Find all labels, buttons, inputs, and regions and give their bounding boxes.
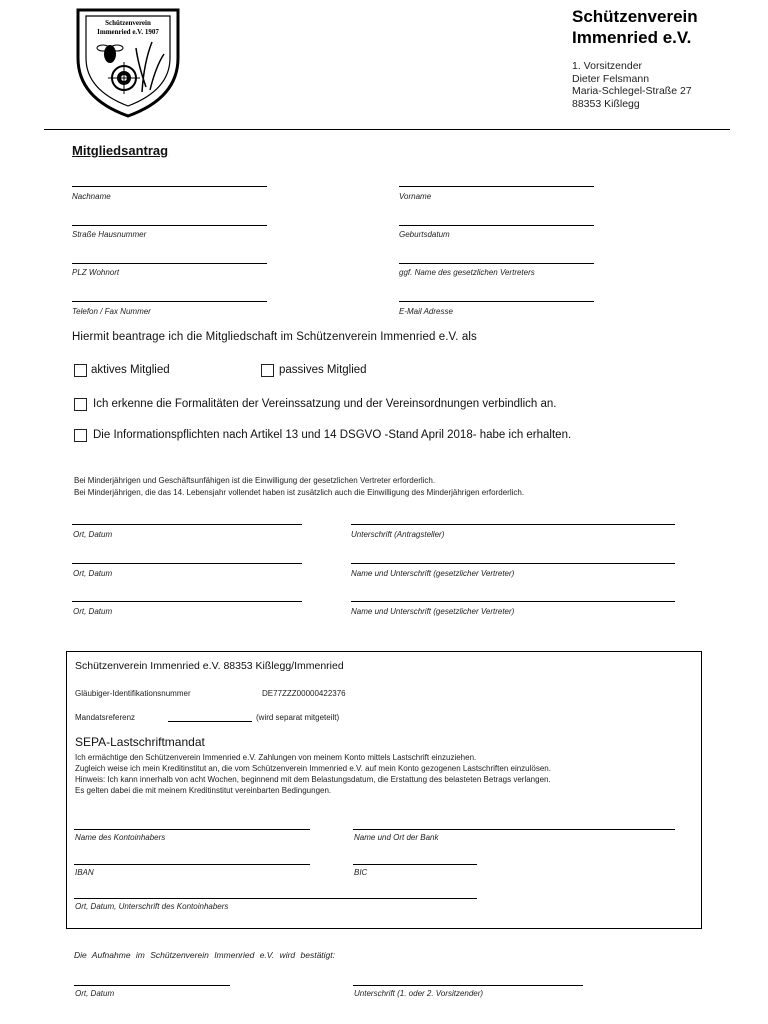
- membership-intro: Hiermit beantrage ich die Mitgliedschaft im Schützenverein Immenried e.V. als: [72, 331, 477, 343]
- vertreter-signature-line[interactable]: [351, 563, 675, 564]
- vorname-label: Vorname: [399, 192, 432, 201]
- header-divider: [44, 129, 730, 130]
- vertreter-signature-label: Name und Unterschrift (gesetzlicher Vertreter): [351, 607, 515, 616]
- bank-label: Name und Ort der Bank: [354, 833, 439, 842]
- nachname-field[interactable]: [72, 186, 267, 187]
- address-line: Dieter Felsmann: [572, 72, 650, 85]
- satzung-checkbox[interactable]: [74, 398, 87, 411]
- mandatsreferenz-field[interactable]: [168, 721, 252, 722]
- minor-note-1: Bei Minderjährigen und Geschäftsunfähigen ist die Einwilligung der gesetzlichen Vertreter erforderlich.: [74, 476, 436, 485]
- kontoinhaber-signature-field[interactable]: [74, 898, 477, 899]
- mandatsreferenz-note: (wird separat mitgeteilt): [256, 713, 340, 722]
- aktiv-label: aktives Mitglied: [91, 364, 170, 376]
- strasse-field[interactable]: [72, 225, 267, 226]
- satzung-label: Ich erkenne die Formalitäten der Vereinssatzung und der Vereinsordnungen verbindlich an.: [93, 398, 557, 410]
- vertreter-label: ggf. Name des gesetzlichen Vertreters: [399, 268, 535, 277]
- minor-note-2: Bei Minderjährigen, die das 14. Lebensjahr vollendet haben ist zusätzlich auch die Einwilligung des Minderjährigen erforderlich.: [74, 488, 525, 497]
- club-crest-logo: [72, 2, 184, 120]
- sepa-text-line: Zugleich weise ich mein Kreditinstitut an, die vom Schützenverein Immenried e.V. auf mein Konto gezogenen Lastschriften einzulösen.: [75, 764, 551, 773]
- telefon-field[interactable]: [72, 301, 267, 302]
- email-field[interactable]: [399, 301, 594, 302]
- antragsteller-signature-label: Unterschrift (Antragsteller): [351, 530, 445, 539]
- sepa-text-line: Es gelten dabei die mit meinem Kreditinstitut vereinbarten Bedingungen.: [75, 786, 332, 795]
- strasse-label: Straße Hausnummer: [72, 230, 147, 239]
- antragsteller-signature-line[interactable]: [351, 524, 675, 525]
- plz-wohnort-field[interactable]: [72, 263, 267, 264]
- dsgvo-label: Die Informationspflichten nach Artikel 13 und 14 DSGVO -Stand April 2018- habe ich erhalten.: [93, 429, 572, 441]
- geburtsdatum-label: Geburtsdatum: [399, 230, 450, 239]
- nachname-label: Nachname: [72, 192, 111, 201]
- sepa-text-line: Hinweis: Ich kann innerhalb von acht Wochen, beginnend mit dem Belastungsdatum, die Erstattung des belasteten Betrags verlangen.: [75, 775, 551, 784]
- ort-datum-line[interactable]: [72, 563, 302, 564]
- club-address: [572, 60, 692, 110]
- sepa-creditor-header: Schützenverein Immenried e.V. 88353 Kißlegg/Immenried: [75, 660, 344, 672]
- vorname-field[interactable]: [399, 186, 594, 187]
- club-name-line1: Schützenverein: [572, 7, 698, 26]
- confirmation-text: Die Aufnahme im Schützenverein Immenried e.V. wird bestätigt:: [74, 950, 335, 960]
- form-title: Mitgliedsantrag: [72, 143, 169, 158]
- club-name-line2: Immenried e.V.: [572, 28, 692, 47]
- plz-wohnort-label: PLZ Wohnort: [72, 268, 120, 277]
- iban-field[interactable]: [74, 864, 310, 865]
- email-label: E-Mail Adresse: [399, 307, 453, 316]
- confirmation-date-line[interactable]: [74, 985, 230, 986]
- passiv-checkbox[interactable]: [261, 364, 274, 377]
- ort-datum-line[interactable]: [72, 601, 302, 602]
- kontoinhaber-field[interactable]: [74, 829, 310, 830]
- ort-datum-label: Ort, Datum: [73, 607, 113, 616]
- address-line: Maria-Schlegel-Straße 27: [572, 85, 692, 97]
- club-name: [572, 6, 698, 48]
- svg-text:Schützenverein: Schützenverein: [105, 19, 151, 27]
- glaeubiger-label: Gläubiger-Identifikationsnummer: [75, 689, 191, 698]
- mandatsreferenz-label: Mandatsreferenz: [75, 713, 136, 722]
- dsgvo-checkbox[interactable]: [74, 429, 87, 442]
- vertreter-signature-label: Name und Unterschrift (gesetzlicher Vertreter): [351, 569, 515, 578]
- confirmation-date-label: Ort, Datum: [75, 989, 115, 998]
- bic-label: BIC: [354, 868, 368, 877]
- vertreter-field[interactable]: [399, 263, 594, 264]
- bic-field[interactable]: [353, 864, 477, 865]
- aktiv-checkbox[interactable]: [74, 364, 87, 377]
- kontoinhaber-label: Name des Kontoinhabers: [75, 833, 166, 842]
- address-line: 1. Vorsitzender: [572, 60, 643, 72]
- ort-datum-label: Ort, Datum: [73, 530, 113, 539]
- svg-text:Immenried e.V. 1907: Immenried e.V. 1907: [97, 28, 159, 36]
- sepa-text-line: Ich ermächtige den Schützenverein Immenried e.V. Zahlungen von meinem Konto mittels Lastschrift einzuziehen.: [75, 753, 477, 762]
- passiv-label: passives Mitglied: [279, 364, 367, 376]
- chairman-signature-line[interactable]: [353, 985, 583, 986]
- iban-label: IBAN: [75, 868, 94, 877]
- ort-datum-label: Ort, Datum: [73, 569, 113, 578]
- chairman-signature-label: Unterschrift (1. oder 2. Vorsitzender): [354, 989, 484, 998]
- telefon-label: Telefon / Fax Nummer: [72, 307, 151, 316]
- vertreter-signature-line[interactable]: [351, 601, 675, 602]
- geburtsdatum-field[interactable]: [399, 225, 594, 226]
- address-line: 88353 Kißlegg: [572, 97, 640, 110]
- glaeubiger-id: DE77ZZZ00000422376: [262, 689, 346, 698]
- ort-datum-line[interactable]: [72, 524, 302, 525]
- bank-field[interactable]: [353, 829, 675, 830]
- sepa-title: SEPA-Lastschriftmandat: [75, 735, 205, 749]
- kontoinhaber-signature-label: Ort, Datum, Unterschrift des Kontoinhabers: [75, 902, 229, 911]
